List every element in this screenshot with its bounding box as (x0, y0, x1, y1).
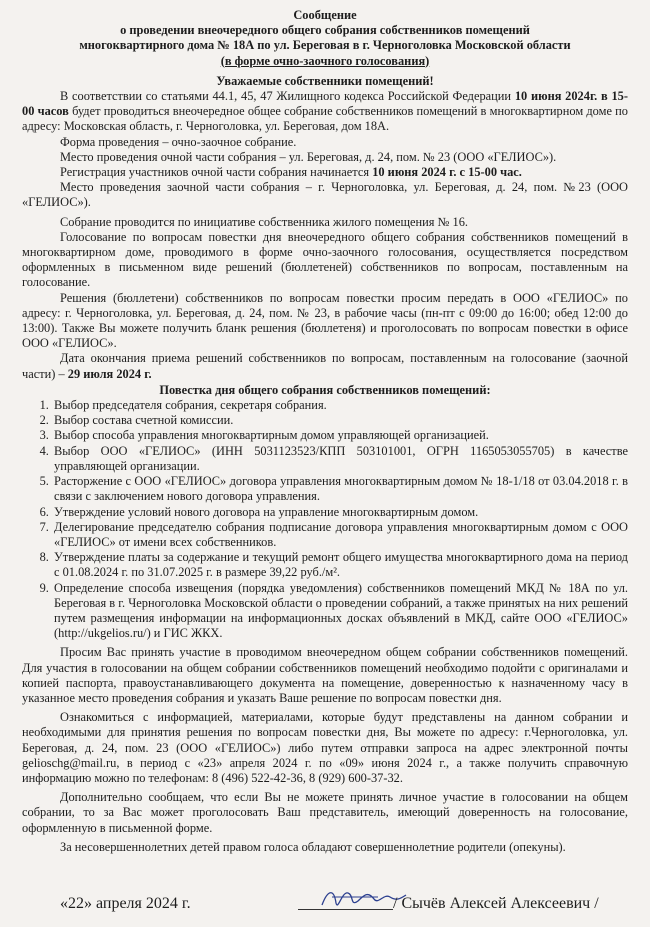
intro-text-2: будет проводиться внеочередное общее собрание собственников помещений в многоквартирном доме по адресу: Московская область, г. Черноголовка, ул. Береговая, дом 18А. (22, 104, 629, 134)
agenda-item: 4. Выбор ООО «ГЕЛИОС» (ИНН 5031123523/КПП 503101001, ОГРН 1165053055705) в качестве управляющей организации. (52, 444, 628, 474)
agenda-list (22, 398, 628, 641)
agenda-item: 3. Выбор способа управления многоквартирным домом управляющей организацией. (52, 428, 628, 443)
notice-subtitle-line2: многоквартирного дома № 18А по ул. Береговая в г. Черноголовка Московской области (79, 38, 571, 53)
intro-paragraph (22, 89, 628, 135)
deadline-text: Дата окончания приема решений собственников по вопросам, поставленным на голосование (заочной части) – (22, 351, 628, 381)
registration-text: Регистрация участников очной части собрания начинается (60, 165, 373, 180)
registration-paragraph (22, 165, 628, 180)
signature-line (298, 909, 393, 910)
agenda-title: Повестка дня общего собрания собственников помещений: (159, 382, 491, 397)
intro-date-time: 10 июня 2024г. в 15-00 часов (22, 89, 629, 119)
decisions-paragraph: Решения (бюллетени) собственников по вопросам повестки просим передать в ООО «ГЕЛИОС» по адресу: г. Черноголовка, ул. Береговая, д. 24, пом. № 23, в рабочие часы (пн-пт с 09:00 до 16:00; обед 12:00 до 13:00). Также Вы можете получить бланк решения (бюллетеня) и проголосовать по вопросам повестки в офисе ООО «ГЕЛИОС». (22, 290, 628, 351)
registration-date: 10 июня 2024 г. с 15-00 час. (372, 165, 522, 180)
agenda-item: 5. Расторжение с ООО «ГЕЛИОС» договора управления многоквартирным домом № 18-1/18 от 03.04.2018 г. в связи с заключением нового договора управления. (52, 474, 628, 504)
notice-subtitle-line3: (в форме очно-заочного голосования) (220, 53, 430, 68)
notice-header (22, 8, 628, 69)
notice-subtitle-line1: о проведении внеочередного общего собрания собственников помещений (120, 23, 530, 38)
form-paragraph: Форма проведения – очно-заочное собрание. (60, 134, 297, 149)
signature-row (60, 883, 628, 913)
agenda-item: 1. Выбор председателя собрания, секретаря собрания. (52, 398, 628, 413)
deadline-paragraph (22, 351, 628, 381)
proxy-paragraph: Дополнительно сообщаем, что если Вы не можете принять личное участие в голосовании на общем собрании, то за Вас может проголосовать Ваш представитель, имеющий доверенность на голосование, оформленную в письменной форме. (22, 790, 628, 835)
voting-paragraph: Голосование по вопросам повестки дня внеочередного общего собрания собственников помещений в многоквартирном доме, проводимого в форме очно-заочного голосования, осуществляется посредством оформленных в письменном виде решений (бюллетеней) собственников по вопросам, поставленным на голосование. (22, 229, 628, 290)
notice-title: Сообщение (293, 8, 357, 22)
agenda-item: 6. Утверждение условий нового договора на управление многоквартирным домом. (52, 505, 628, 520)
signature-date: «22» апреля 2024 г. (60, 895, 191, 912)
agenda-item: 7. Делегирование председателю собрания подписание договора управления многоквартирным домом с ООО «ГЕЛИОС» от имени всех собственников. (52, 520, 628, 550)
agenda-item: 2. Выбор состава счетной комиссии. (52, 413, 628, 428)
initiative-paragraph: Собрание проводится по инициативе собственника жилого помещения № 16. (60, 214, 469, 229)
materials-paragraph: Ознакомиться с информацией, материалами, которые будут представлены на данном собрании и необходимыми для принятия решения по вопросам повестки дня, Вы можете по адресу: г.Черноголовка, ул. Береговая, д. 24, пом. 23 (ООО «ГЕЛИОС») либо путем отправки запроса на адрес электронной почты gelioschg@mail.ru, в период с «23» апреля 2024 г. по «09» июня 2024 г., а также получить справочную информацию можно по телефонам: 8 (496) 522-42-36, 8 (929) 600-37-32. (22, 710, 628, 785)
agenda-item: 8. Утверждение платы за содержание и текущий ремонт общего имущества многоквартирного дома на период с 01.08.2024 г. по 31.07.2025 г. в размере 39,22 руб./м². (52, 550, 628, 580)
request-paragraph: Просим Вас принять участие в проводимом внеочередном общем собрании собственников помещений. Для участия в голосовании на общем собрании собственников помещений необходимо подойти с оригиналами и копией паспорта, правоустанавливающего документа на помещение, доверенностью к назначенному часу в указанное место проведения собрания и указать Ваше решение по вопросам повестки дня. (22, 645, 628, 705)
place-absentee-paragraph: Место проведения заочной части собрания – г. Черноголовка, ул. Береговая, д. 24, пом. №23 (ООО «ГЕЛИОС»). (22, 180, 628, 210)
agenda-item: 9. Определение способа извещения (порядка уведомления) собственников помещений МКД № 18А по ул. Береговая в г. Черноголовка Московской области о проведении собраний, а также принятых на них решений путем размещения информации на информационных досках объявлений в МКД, сайте ООО «ГЕЛИОС» (http://ukgelios.ru/) и ГИС ЖКХ. (52, 581, 628, 642)
minors-paragraph: За несовершеннолетних детей правом голоса обладают совершеннолетние родители (опекуны). (60, 839, 566, 854)
intro-text-1: В соответствии со статьями 44.1, 45, 47 Жилищного кодекса Российской Федерации (60, 89, 515, 104)
greeting: Уважаемые собственники помещений! (216, 73, 434, 88)
signature-name: / Сычёв Алексей Алексеевич / (393, 895, 599, 912)
place-in-person-paragraph: Место проведения очной части собрания – ул. Береговая, д. 24, пом. № 23 (ООО «ГЕЛИОС»). (60, 149, 557, 164)
deadline-date: 29 июля 2024 г. (67, 366, 152, 381)
